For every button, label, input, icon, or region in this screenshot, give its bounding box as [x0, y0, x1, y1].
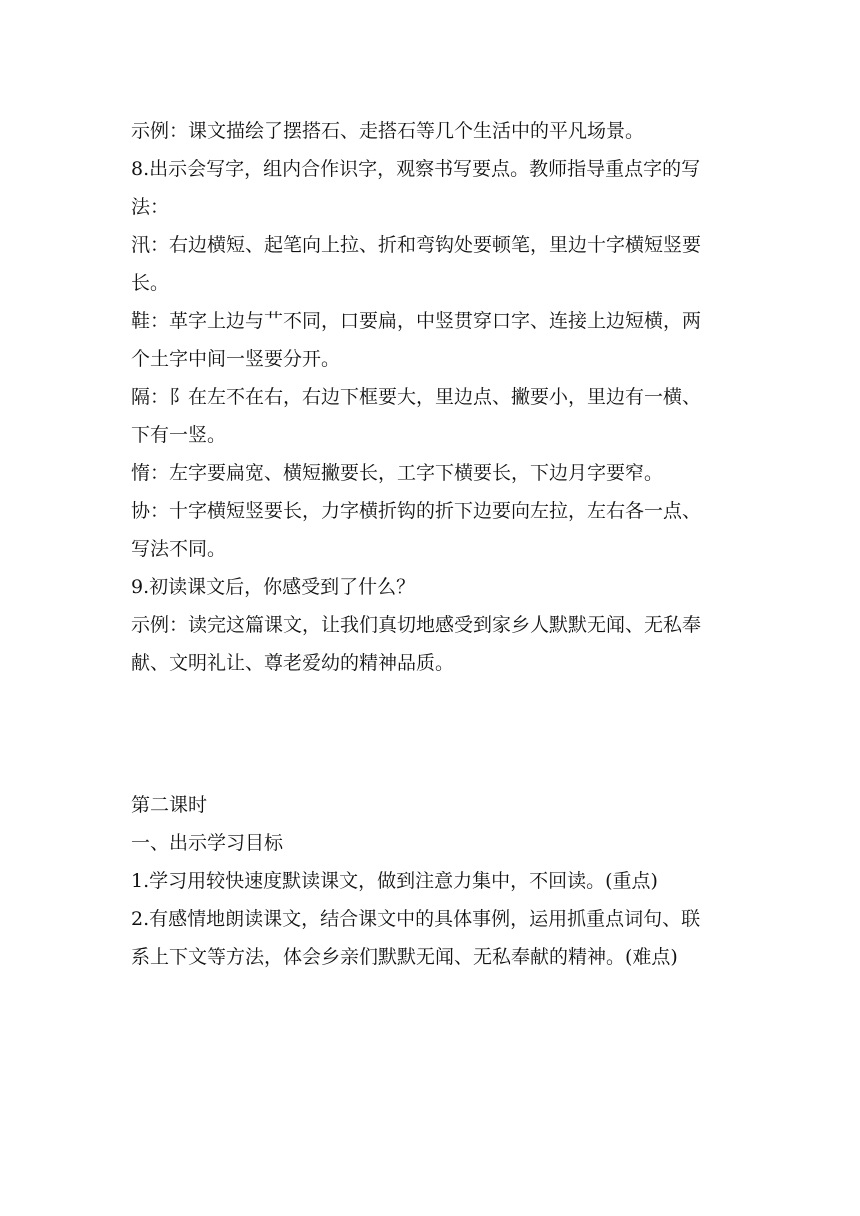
char-xie-line-2: 个土字中间一竖要分开。 [131, 348, 341, 370]
lesson-title: 第二课时 [131, 794, 208, 816]
item-8-line-1: 8.出示会写字，组内合作识字，观察书写要点。教师指导重点字的写 [131, 158, 701, 180]
section-heading: 一、出示学习目标 [131, 832, 284, 854]
item-9-question: 9.初读课文后，你感受到了什么？ [131, 576, 416, 598]
char-xie-line-1: 鞋：革字上边与艹不同，口要扁，中竖贯穿口字、连接上边短横，两 [131, 310, 702, 332]
goal-1: 1.学习用较快速度默读课文，做到注意力集中，不回读。(重点) [131, 870, 658, 892]
goal-2-line-2: 系上下文等方法，体会乡亲们默默无闻、无私奉献的精神。(难点) [131, 946, 678, 968]
document-body [131, 112, 736, 976]
example-line-feeling-2: 献、文明礼让、尊老爱幼的精神品质。 [131, 652, 455, 674]
char-duo-line: 惰：左字要扁宽、横短撇要长，工字下横要长，下边月字要窄。 [131, 462, 664, 484]
goal-2-line-1: 2.有感情地朗读课文，结合课文中的具体事例，运用抓重点词句、联 [131, 908, 701, 930]
section-gap [131, 682, 736, 786]
example-line-scenes: 示例：课文描绘了摆搭石、走搭石等几个生活中的平凡场景。 [131, 120, 645, 142]
example-line-feeling-1: 示例：读完这篇课文，让我们真切地感受到家乡人默默无闻、无私奉 [131, 614, 702, 636]
char-xun-line-1: 汛：右边横短、起笔向上拉、折和弯钩处要顿笔，里边十字横短竖要 [131, 234, 702, 256]
char-xun-line-2: 长。 [131, 272, 170, 294]
char-xie2-line-2: 写法不同。 [131, 538, 227, 560]
item-8-line-2: 法： [131, 196, 170, 218]
char-ge-line-1: 隔：阝在左不在右，右边下框要大，里边点、撇要小，里边有一横、 [131, 386, 702, 408]
char-xie2-line-1: 协：十字横短竖要长，力字横折钩的折下边要向左拉，左右各一点、 [131, 500, 702, 522]
char-ge-line-2: 下有一竖。 [131, 424, 227, 446]
